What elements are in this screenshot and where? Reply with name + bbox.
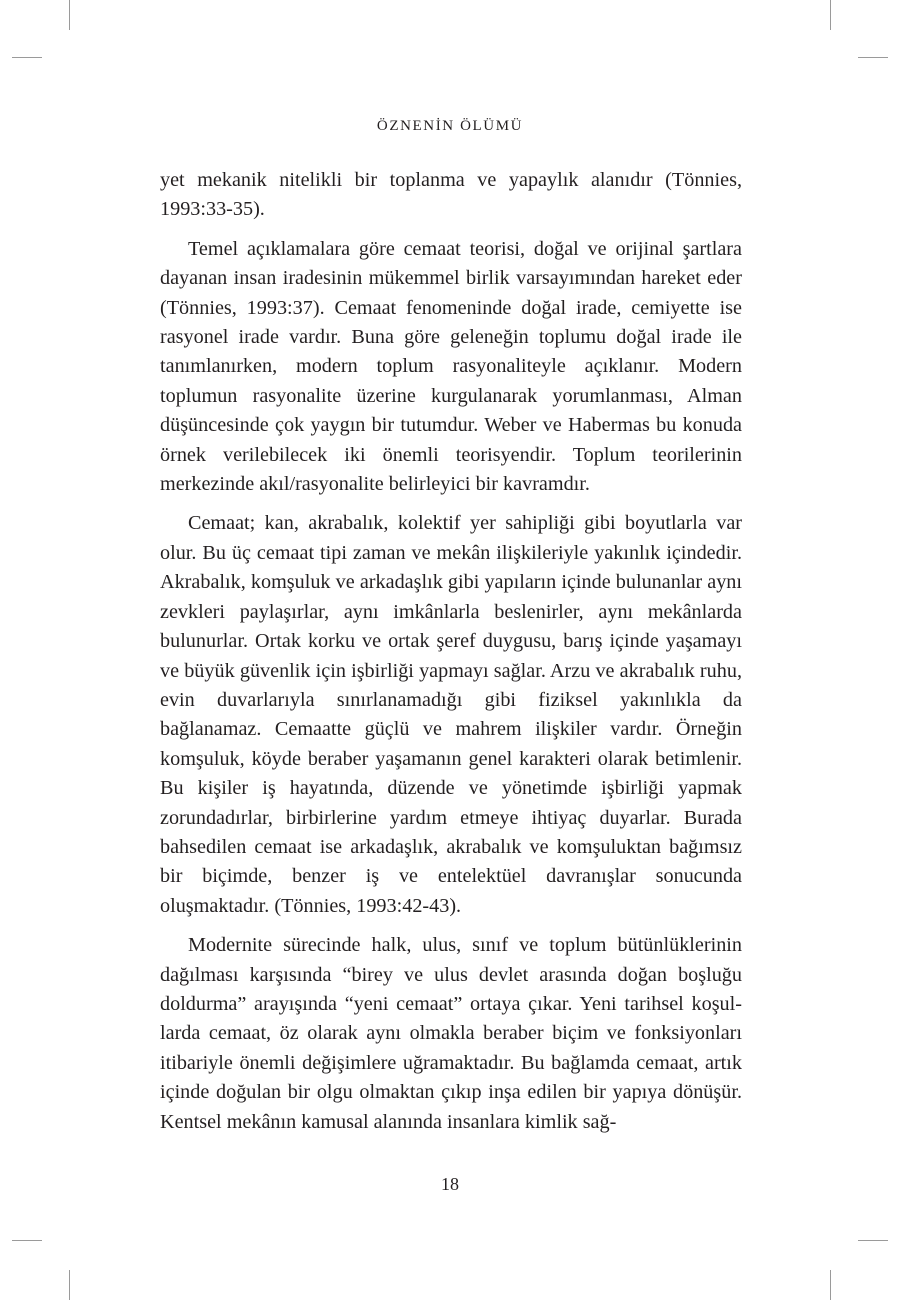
paragraph-continued: yet mekanik nitelikli bir toplanma ve yapaylık alanıdır (Tönnies, 1993:33-35). — [160, 169, 742, 221]
paragraph: Modernite sürecinde halk, ulus, sınıf ve toplum bütünlüklerinin dağılması karşısında “birey ve ulus devlet arasında doğan boşluğu doldurma” arayışında “yeni cemaat” ortaya çıkar. Yeni tarihsel koşullarda cemaat, öz olarak aynı olmakla beraber biçim ve fonksiyonları itibariyle önemli değişimlere uğramaktadır. Bu bağlamda cemaat, artık içinde doğulan bir olgu olmaktan çıkıp inşa edilen bir yapıya dönüşür. Kentsel mekânın kamusal alanında insanlara kimlik sağ- — [160, 934, 742, 1133]
running-head: ÖZNENİN ÖLÜMÜ — [376, 118, 524, 134]
page-number: 18 — [441, 1174, 459, 1194]
paragraph: Temel açıklamalara göre cemaat teorisi, doğal ve orijinal şartlara dayanan insan iradesinin mükemmel birlik varsayımından hareket eder (Tönnies, 1993:37). Cemaat fenomeninde doğal irade, cemiyette ise rasyonel irade vardır. Buna göre geleneğin toplumu doğal irade ile tanımlanırken, modern toplum rasyonaliteyle açıklanır. Modern toplumun rasyonalite üzerine kurgulanarak yorumlanması, Alman düşüncesinde çok yaygın bir tutumdur. Weber ve Habermas bu konuda örnek verilebilecek iki önemli teorisyendir. Toplum teorilerinin merkezinde akıl/rasyonalite belirleyici bir kavramdır. — [160, 237, 742, 496]
crop-mark-bottom-left — [69, 1270, 70, 1300]
crop-mark-bottom-right — [830, 1270, 831, 1300]
crop-mark-right-top — [858, 57, 888, 58]
paragraph: Cemaat; kan, akrabalık, kolektif yer sahipliği gibi boyutlarla var olur. Bu üç cemaat tipi zaman ve mekân ilişkileriyle yakınlık içindedir. Akrabalık, komşuluk ve arkadaşlık gibi yapıların içinde bulunanlar aynı zevkleri paylaşırlar, aynı imkânlarla beslenirler, aynı mekânlarda bulunurlar. Ortak korku ve ortak şeref duygusu, barış içinde yaşamayı ve büyük güvenlik için işbirliği yapmayı sağlar. Arzu ve akrabalık ruhu, evin duvarlarıyla sınırlanamadığı gibi fiziksel yakınlıkla da bağlanamaz. Cemaatte güçlü ve mahrem ilişkiler vardır. Örneğin komşuluk, köyde beraber yaşamanın genel karakteri olarak betimlenir. Bu kişiler iş hayatında, düzende ve yönetimde işbirliği yapmak zorundadırlar, birbirlerine yardım etmeye ihtiyaç duyarlar. Burada bahsedilen cemaat ise arkadaşlık, akrabalık ve komşuluktan bağımsız bir biçimde, benzer iş ve entelektüel davranışlar sonucunda oluşmaktadır. (Tönnies, 1993:42-43). — [160, 512, 742, 917]
body-text — [160, 166, 742, 1147]
crop-mark-left-bottom — [12, 1240, 42, 1241]
crop-mark-top-right — [830, 0, 831, 30]
crop-mark-right-bottom — [858, 1240, 888, 1241]
crop-mark-left-top — [12, 57, 42, 58]
crop-mark-top-left — [69, 0, 70, 30]
